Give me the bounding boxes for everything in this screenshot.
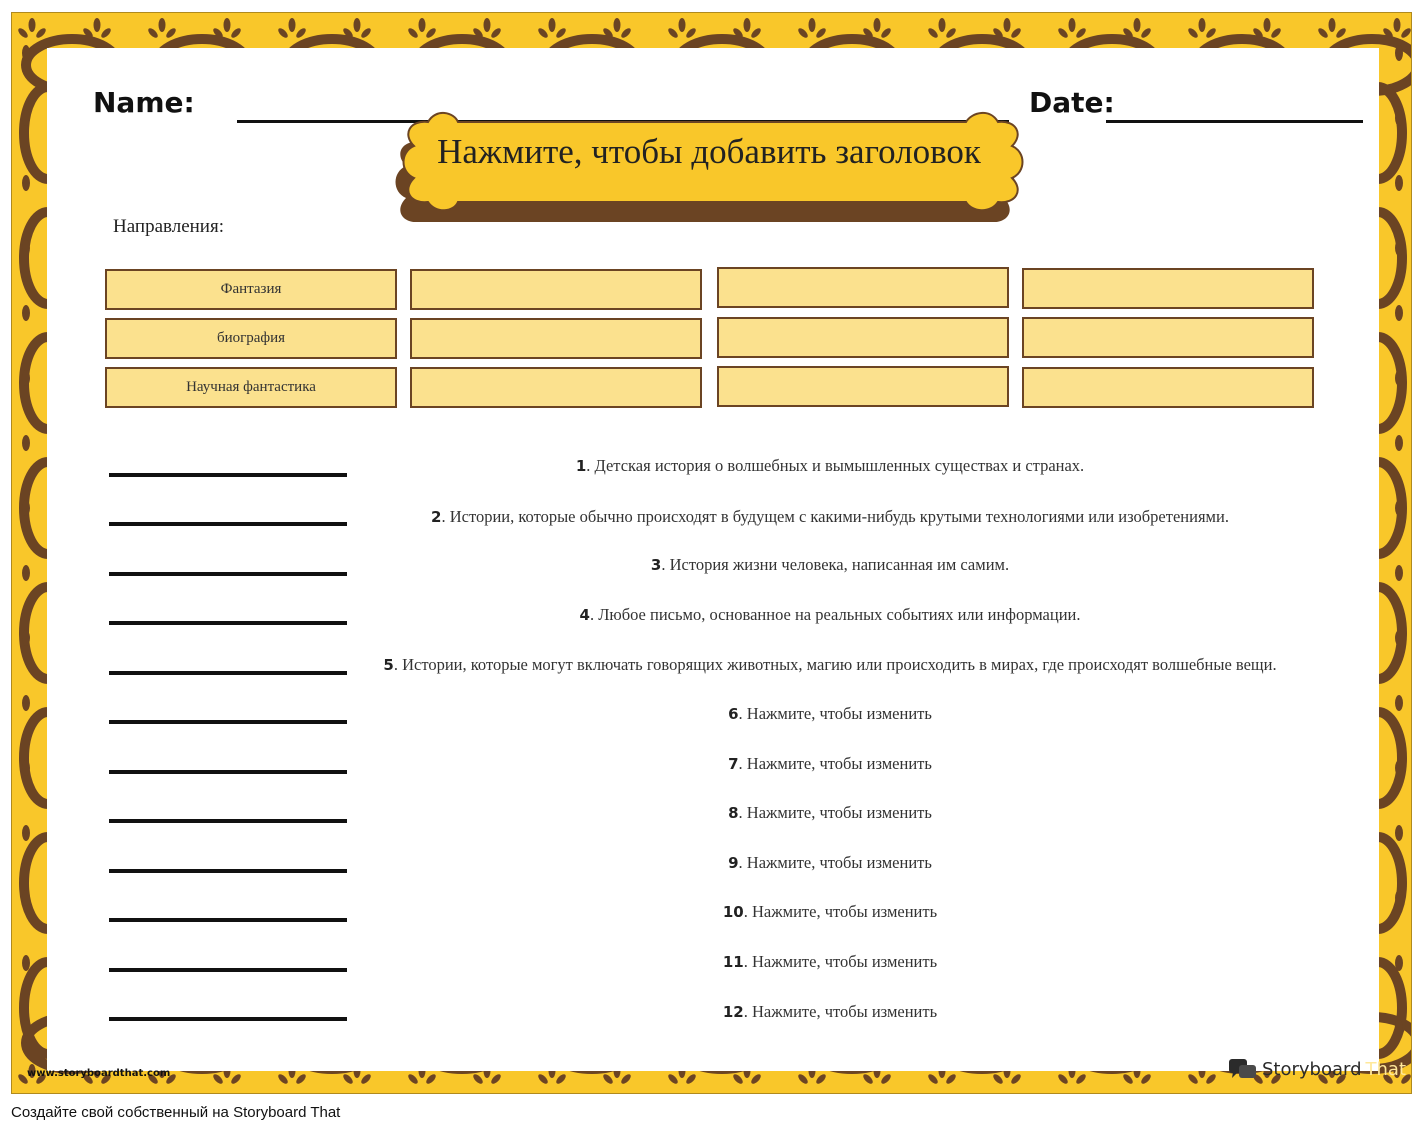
answer-line[interactable] [109, 671, 347, 675]
definition-item[interactable]: 9. Нажмите, чтобы изменить [728, 853, 932, 872]
answer-line[interactable] [109, 819, 347, 823]
word-bank-cell[interactable]: биография [105, 318, 397, 359]
word-bank-cell[interactable] [410, 269, 702, 310]
speech-bubbles-icon [1228, 1057, 1258, 1081]
definition-item[interactable]: 6. Нажмите, чтобы изменить [728, 704, 932, 723]
definition-item[interactable]: 7. Нажмите, чтобы изменить [728, 754, 932, 773]
definition-item[interactable]: 3. История жизни человека, написанная им самим. [650, 555, 1010, 574]
word-bank-cell[interactable]: Фантазия [105, 269, 397, 310]
definition-item[interactable]: 5. Истории, которые могут включать говорящих животных, магию или происходить в мирах, где происходят волшебные вещи. [383, 655, 1277, 674]
definition-item[interactable]: 11. Нажмите, чтобы изменить [722, 952, 938, 971]
worksheet-sheet [47, 48, 1379, 1071]
definition-item[interactable]: 12. Нажмите, чтобы изменить [722, 1002, 938, 1021]
answer-line[interactable] [109, 918, 347, 922]
word-bank-cell[interactable] [717, 366, 1009, 407]
word-bank-cell[interactable] [1022, 367, 1314, 408]
word-bank-cell[interactable] [1022, 317, 1314, 358]
word-bank-cell[interactable] [717, 267, 1009, 308]
word-bank-cell[interactable] [410, 318, 702, 359]
answer-line[interactable] [109, 869, 347, 873]
answer-line[interactable] [109, 621, 347, 625]
word-bank-grid [105, 256, 1317, 401]
directions-label: Направления: [113, 216, 224, 237]
definition-item[interactable]: 4. Любое письмо, основанное на реальных событиях или информации. [579, 605, 1081, 624]
definition-item[interactable]: 10. Нажмите, чтобы изменить [722, 902, 938, 921]
word-bank-cell[interactable] [410, 367, 702, 408]
answer-line[interactable] [109, 572, 347, 576]
site-url[interactable]: www.storyboardthat.com [27, 1068, 171, 1079]
definition-item[interactable]: 8. Нажмите, чтобы изменить [728, 803, 932, 822]
worksheet-frame [11, 12, 1412, 1094]
answer-line[interactable] [109, 473, 347, 477]
answer-line[interactable] [109, 770, 347, 774]
answer-lines [109, 460, 349, 1030]
logo-word-that: That [1365, 1058, 1407, 1080]
word-bank-cell[interactable] [717, 317, 1009, 358]
definition-list [367, 443, 1293, 1033]
title-plate[interactable] [372, 110, 1056, 222]
definition-item[interactable]: 1. Детская история о волшебных и вымышленных существах и странах. [575, 456, 1085, 475]
answer-line[interactable] [109, 968, 347, 972]
logo-word-storyboard: Storyboard [1262, 1058, 1362, 1080]
answer-line[interactable] [109, 522, 347, 526]
answer-line[interactable] [109, 1017, 347, 1021]
storyboardthat-logo[interactable] [1228, 1056, 1406, 1082]
name-label: Name: [93, 86, 195, 119]
date-label: Date: [1029, 86, 1115, 119]
footer-caption[interactable]: Создайте свой собственный на Storyboard That [11, 1104, 341, 1121]
worksheet-title[interactable]: Нажмите, чтобы добавить заголовок [437, 132, 981, 171]
word-bank-cell[interactable]: Научная фантастика [105, 367, 397, 408]
word-bank-cell[interactable] [1022, 268, 1314, 309]
answer-line[interactable] [109, 720, 347, 724]
date-field[interactable] [1106, 120, 1363, 123]
definition-item[interactable]: 2. Истории, которые обычно происходят в будущем с какими-нибудь крутыми технологиями или изобретениями. [431, 507, 1229, 526]
